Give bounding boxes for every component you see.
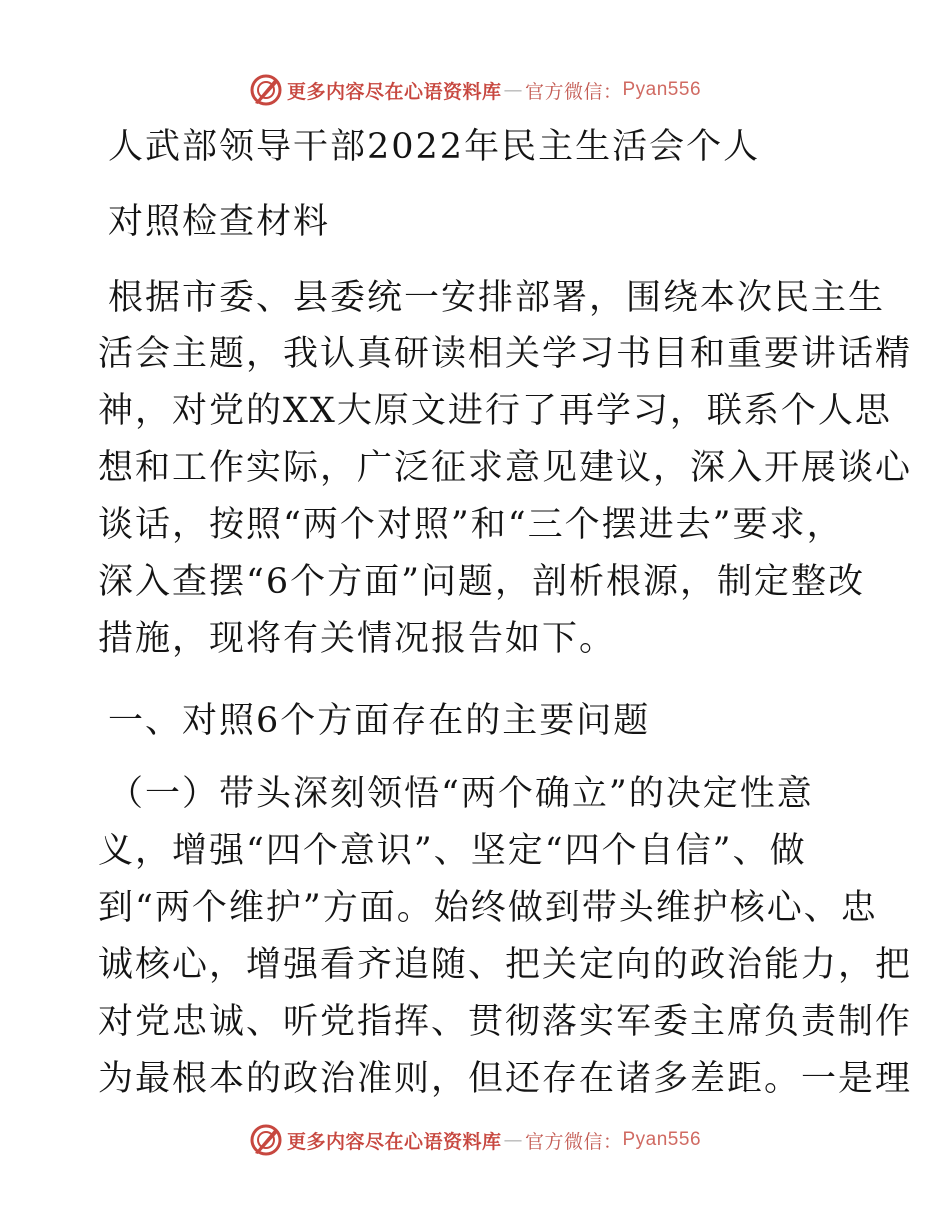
watermark-official: 官方微信： bbox=[524, 80, 623, 103]
document-title-line-1: 人武部领导干部2022年民主生活会个人 bbox=[108, 127, 761, 167]
subsection-paragraph-line: （一）带头深刻领悟“两个确立”的决定性意 bbox=[108, 774, 814, 814]
watermark-footer bbox=[0, 1120, 950, 1160]
quill-seal-icon bbox=[249, 73, 283, 107]
watermark-brand: 更多内容尽在心语资料库 bbox=[286, 1130, 502, 1153]
intro-paragraph-line: 活会主题，我认真研读相关学习书目和重要讲话精 bbox=[98, 334, 913, 374]
intro-paragraph-line: 根据市委、县委统一安排部署，围绕本次民主生 bbox=[108, 278, 886, 318]
intro-paragraph-line: 神，对党的XX大原文进行了再学习，联系个人思 bbox=[98, 391, 892, 431]
intro-paragraph-line: 措施，现将有关情况报告如下。 bbox=[98, 619, 617, 659]
watermark-official: 官方微信： bbox=[524, 1130, 623, 1153]
watermark-brand: 更多内容尽在心语资料库 bbox=[286, 80, 502, 103]
watermark-wechat-id: Pyan556 bbox=[622, 1129, 702, 1150]
subsection-paragraph-line: 诚核心，增强看齐追随、把关定向的政治能力，把 bbox=[98, 945, 913, 985]
intro-paragraph-line: 想和工作实际，广泛征求意见建议，深入开展谈心 bbox=[98, 448, 913, 488]
subsection-paragraph-line: 为最根本的政治准则，但还存在诸多差距。一是理 bbox=[98, 1059, 913, 1099]
quill-seal-icon bbox=[249, 1123, 283, 1157]
subsection-paragraph-line: 义，增强“四个意识”、坚定“四个自信”、做 bbox=[98, 831, 807, 871]
intro-paragraph-line: 谈话，按照“两个对照”和“三个摆进去”要求， bbox=[98, 505, 844, 545]
subsection-paragraph-line: 到“两个维护”方面。始终做到带头维护核心、忠 bbox=[98, 888, 878, 928]
watermark-header bbox=[0, 70, 950, 110]
subsection-paragraph-line: 对党忠诚、听党指挥、贯彻落实军委主席负责制作 bbox=[98, 1002, 913, 1042]
section-heading: 一、对照6个方面存在的主要问题 bbox=[108, 701, 651, 741]
intro-paragraph-line: 深入查摆“6个方面”问题，剖析根源，制定整改 bbox=[98, 562, 866, 602]
watermark-dash: — bbox=[503, 79, 523, 101]
watermark-dash: — bbox=[503, 1129, 523, 1151]
document-title-line-2: 对照检查材料 bbox=[108, 202, 331, 242]
watermark-wechat-id: Pyan556 bbox=[622, 79, 702, 100]
